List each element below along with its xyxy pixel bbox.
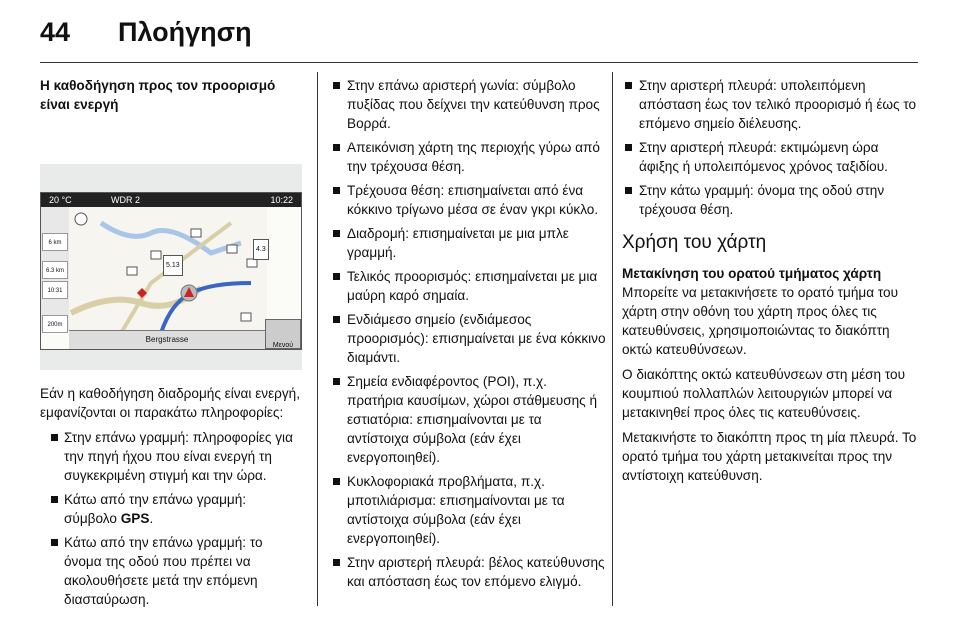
poi-icon — [127, 267, 137, 275]
list-item: Τρέχουσα θέση: επισημαίνεται από ένα κόκκινο τρίγωνο μέσα σε έναν γκρι κύκλο. — [330, 181, 606, 219]
list-item: Κάτω από την επάνω γραμμή: το όνομα της οδού που πρέπει να ακολουθήσετε μετά την επόμενη διασταύρωση. — [48, 533, 302, 609]
list-item: Στην αριστερή πλευρά: βέλος κατεύθυνσης και απόσταση έως τον επόμενο ελιγμό. — [330, 553, 606, 591]
list-item: Απεικόνιση χάρτη της περιοχής γύρω από την τρέχουσα θέση. — [330, 138, 606, 176]
audio-source: WDR 2 — [111, 195, 140, 205]
poi-icon — [227, 245, 237, 253]
section-heading: Η καθοδήγηση προς τον προορισμό είναι ενεργή — [40, 78, 276, 112]
list-item: Στην επάνω αριστερή γωνία: σύμβολο πυξίδας που δείχνει την κατεύθυνση προς Βορρά. — [330, 76, 606, 133]
list-item: Κάτω από την επάνω γραμμή: σύμβολο GPS. — [48, 490, 302, 528]
list-item: Διαδρομή: επισημαίνεται με μια μπλε γραμμή. — [330, 224, 606, 262]
street-name-bar: Bergstrasse — [69, 330, 265, 349]
column-3 — [622, 76, 918, 491]
list-item: Στην αριστερή πλευρά: υπολειπόμενη απόσταση έως τον τελικό προορισμό ή έως το επόμενο σημείο διέλευσης. — [622, 76, 918, 133]
paragraph: Μετακινήστε το διακόπτη προς τη μία πλευρά. Το ορατό τμήμα του χάρτη μετακινείται προς την αντίστοιχη κατεύθυνση. — [622, 430, 917, 483]
poi-icon — [191, 229, 201, 237]
header-rule — [40, 62, 918, 63]
paragraph: Ο διακόπτης οκτώ κατευθύνσεων στη μέση του κουμπιού πολλαπλών λειτουργιών μπορεί να μετακινηθεί προς όλες τις κατευθύνσεις. — [622, 367, 906, 420]
paragraph: Μπορείτε να μετακινήσετε το ορατό τμήμα του χάρτη στην οθόνη του χάρτη προς όλες τις κατευθύνσεις, χρησιμοποιώντας το διακόπτη οκτώ κατευθύνσεων. — [622, 285, 899, 357]
remaining-distance: 6.3 km — [42, 261, 68, 279]
list-item: Κυκλοφοριακά προβλήματα, π.χ. μποτιλιάρισμα: επισημαίνονται με τα αντίστοιχα σύμβολα (εάν έχει ενεργοποιηθεί). — [330, 472, 606, 548]
column-divider — [612, 72, 613, 606]
navigation-screen-image — [40, 164, 302, 370]
page-header — [40, 14, 252, 50]
sub-heading: Μετακίνηση του ορατού τμήματος χάρτη — [622, 266, 882, 281]
turn-distance: 6 km — [42, 233, 68, 251]
menu-button[interactable]: Μενού — [265, 319, 301, 349]
poi-icon — [151, 251, 161, 259]
next-distance: 200m — [42, 315, 68, 333]
clock: 10:22 — [270, 195, 293, 205]
list-item: Στην επάνω γραμμή: πληροφορίες για την πηγή ήχου που είναι ενεργή τη συγκεκριμένη στιγμή και την ώρα. — [48, 428, 302, 485]
badge: 4.3 — [253, 239, 269, 260]
nav-display — [40, 192, 302, 350]
road-sign: 5.13 — [163, 255, 183, 276]
column-divider — [317, 72, 318, 606]
status-bar — [41, 193, 301, 207]
arrival-time: 10:31 — [42, 281, 68, 299]
column-2 — [330, 76, 606, 596]
column-1 — [40, 76, 302, 614]
page-number: 44 — [40, 16, 71, 47]
temperature: 20 °C — [49, 195, 72, 205]
compass-icon — [75, 213, 87, 225]
list-item: Στην αριστερή πλευρά: εκτιμώμενη ώρα άφιξης ή υπολειπόμενος χρόνος ταξιδίου. — [622, 138, 918, 176]
list-item: Σημεία ενδιαφέροντος (POI), π.χ. πρατήρια καυσίμων, χώροι στάθμευσης ή εστιατόρια: επισημαίνονται με τα αντίστοιχα σύμβολα (εάν έχει ενεργοποιηθεί). — [330, 372, 606, 467]
running-title: Πλοήγηση — [118, 16, 252, 47]
poi-icon — [247, 259, 257, 267]
poi-icon — [241, 313, 251, 321]
list-item: Στην κάτω γραμμή: όνομα της οδού στην τρέχουσα θέση. — [622, 181, 918, 219]
gps-symbol: GPS — [120, 511, 150, 526]
section-title: Χρήση του χάρτη — [622, 232, 767, 253]
list-item: Τελικός προορισμός: επισημαίνεται με μια μαύρη καρό σημαία. — [330, 267, 606, 305]
intro-paragraph: Εάν η καθοδήγηση διαδρομής είναι ενεργή, εμφανίζονται οι παρακάτω πληροφορίες: — [40, 386, 301, 420]
guidance-panel — [41, 207, 69, 331]
list-item: Ενδιάμεσο σημείο (ενδιάμεσος προορισμός): επισημαίνεται με ένα κόκκινο διαμάντι. — [330, 310, 606, 367]
